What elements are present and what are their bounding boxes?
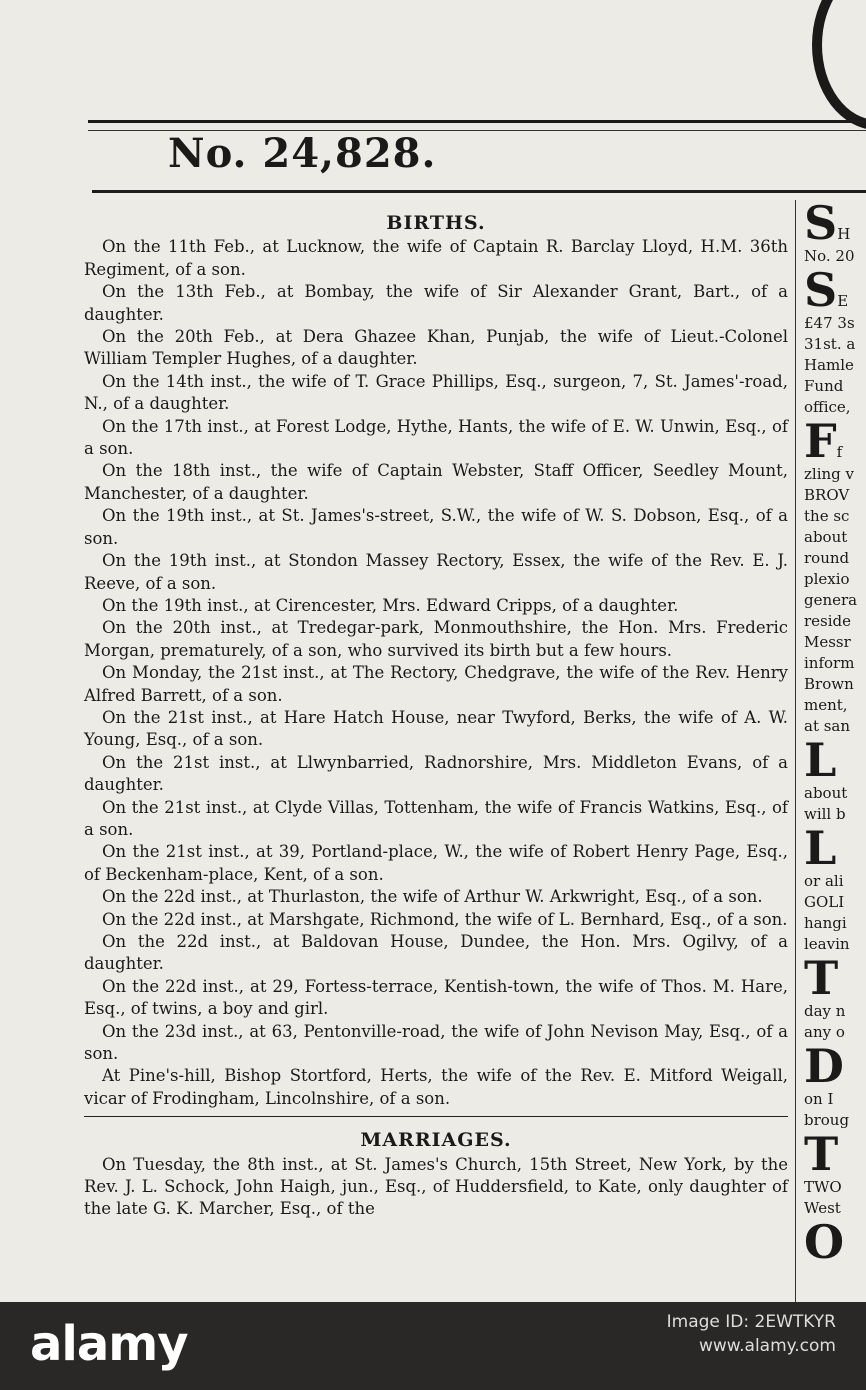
adjacent-column-text: GOLI [804,893,845,911]
drop-cap: T [804,1127,839,1181]
adjacent-column-line [804,783,866,804]
adjacent-column-line [804,548,866,569]
adjacent-column-line [804,653,866,674]
adjacent-column-text: £47 3s [804,314,855,332]
adjacent-column-text: f [836,443,843,461]
marriage-notice: On Tuesday, the 8th inst., at St. James's Church, 15th Street, New York, by the Rev. J. L. Schock, John Haigh, jun., Esq., of Huddersfield, to Kate, only daughter of the late G. K. Marcher, Esq., of the [84,1154,788,1219]
adjacent-column-text: plexio [804,570,850,588]
adjacent-column-text: will b [804,805,846,823]
adjacent-column-line [804,334,866,355]
adjacent-column-text: any o [804,1023,845,1041]
birth-notice: On the 22d inst., at Marshgate, Richmond, the wife of L. Bernhard, Esq., of a son. [102,909,788,929]
adjacent-column-line [804,527,866,548]
adjacent-column-text: E [837,292,849,310]
adjacent-column-text: BROV [804,486,850,504]
birth-notice: On the 19th inst., at Cirencester, Mrs. Edward Cripps, of a daughter. [102,595,679,615]
adjacent-column-text: Fund [804,377,844,395]
adjacent-column-line [804,200,866,250]
adjacent-column-line [804,695,866,716]
birth-notice: On the 22d inst., at 29, Fortess-terrace, Kentish-town, the wife of Thos. M. Hare, Esq., of twins, a boy and girl. [84,976,788,1019]
marriages-heading: MARRIAGES. [360,1129,512,1152]
adjacent-column-text: leavin [804,935,850,953]
masthead-ornament [812,0,866,130]
birth-notice: On the 17th inst., at Forest Lodge, Hythe, Hants, the wife of E. W. Unwin, Esq., of a son. [84,416,788,459]
adjacent-column-line [804,1215,866,1265]
birth-notice: On the 21st inst., at Llwynbarried, Radnorshire, Mrs. Middleton Evans, of a daughter. [84,752,788,795]
adjacent-column-text: zling v [804,465,855,483]
birth-notice: On the 13th Feb., at Bombay, the wife of Sir Alexander Grant, Bart., of a daughter. [84,282,788,324]
masthead-rule [88,120,866,123]
adjacent-column-text: ment, [804,696,848,714]
birth-notice: On Monday, the 21st inst., at The Rectory, Chedgrave, the wife of the Rev. Henry Alfred Barrett, of a son. [84,663,788,705]
adjacent-column-line [804,871,866,892]
adjacent-column-line [804,376,866,397]
adjacent-column-text: West [804,1199,841,1217]
adjacent-column-line [804,1039,866,1093]
adjacent-column-text: day n [804,1002,846,1020]
adjacent-column-text: genera [804,591,858,609]
birth-notice: On the 14th inst., the wife of T. Grace Phillips, Esq., surgeon, 7, St. James'-road, N., of a daughter. [84,371,788,414]
drop-cap: L [804,821,837,875]
image-id-block [667,1310,836,1358]
adjacent-column-line [804,485,866,506]
adjacent-column-text: about [804,784,848,802]
section-divider [84,1116,788,1117]
adjacent-column-line [804,590,866,611]
adjacent-column-text: the sc [804,507,850,525]
adjacent-column-text: hangi [804,914,847,932]
birth-notice: On the 20th inst., at Tredegar-park, Monmouthshire, the Hon. Mrs. Frederic Morgan, prematurely, of a son, who survived its birth but a few hours. [84,618,788,660]
birth-notice: On the 21st inst., at Hare Hatch House, near Twyford, Berks, the wife of A. W. Young, Esq., of a son. [84,707,788,750]
adjacent-column-text: round [804,549,850,567]
column-divider [795,200,796,1302]
adjacent-column-text: H [837,225,851,243]
adjacent-column-text: reside [804,612,852,630]
adjacent-column-line [804,569,866,590]
birth-notice: On the 21st inst., at Clyde Villas, Tottenham, the wife of Francis Watkins, Esq., of a son. [84,797,788,839]
alamy-logo: alamy [30,1316,188,1372]
adjacent-column-line [804,913,866,934]
marriages-list [84,1154,788,1221]
announcements-column [84,200,788,1221]
birth-notice: On the 23d inst., at 63, Pentonville-road, the wife of John Nevison May, Esq., of a son. [84,1021,788,1064]
adjacent-column-line [804,674,866,695]
drop-cap: D [804,1039,844,1093]
adjacent-column-line [804,464,866,485]
birth-notice: On the 20th Feb., at Dera Ghazee Khan, Punjab, the wife of Lieut.-Colonel William Templer Hughes, of a daughter. [84,327,788,369]
adjacent-column-line [804,611,866,632]
adjacent-column-text: Brown [804,675,854,693]
adjacent-column-line [804,632,866,653]
adjacent-column-line [804,263,866,317]
adjacent-column-text: Messr [804,633,851,651]
birth-notice: At Pine's-hill, Bishop Stortford, Herts, the wife of the Rev. E. Mitford Weigall, vicar of Frodingham, Lincolnshire, of a son. [84,1066,788,1108]
births-heading: BIRTHS. [386,212,486,234]
adjacent-column-text: on I [804,1090,834,1108]
adjacent-column-text: or ali [804,872,844,890]
drop-cap: O [804,1215,845,1265]
birth-notice: On the 22d inst., at Baldovan House, Dundee, the Hon. Mrs. Ogilvy, of a daughter. [84,932,788,974]
birth-notice: On the 18th inst., the wife of Captain Webster, Staff Officer, Seedley Mount, Manchester, of a daughter. [84,461,788,503]
births-list [84,236,788,1110]
adjacent-column-text: Hamle [804,356,854,374]
adjacent-column-text: TWO [804,1178,842,1196]
adjacent-column-line [804,313,866,334]
issue-number: No. 24,828. [168,130,437,177]
adjacent-column-line [804,1177,866,1198]
site-url: www.alamy.com [698,1336,836,1356]
birth-notice: On the 19th inst., at Stondon Massey Rectory, Essex, the wife of the Rev. E. J. Reeve, of a son. [84,551,788,593]
adjacent-column-text: inform [804,654,855,672]
adjacent-column-text: at san [804,717,851,735]
adjacent-column-text: No. 20 [804,247,855,265]
adjacent-column-line [804,951,866,1005]
adjacent-column-text: 31st. a [804,335,856,353]
birth-notice: On the 11th Feb., at Lucknow, the wife of Captain R. Barclay Lloyd, H.M. 36th Regiment, of a son. [84,237,788,279]
issue-rule [92,190,866,193]
adjacent-column-text: about [804,528,848,546]
adjacent-column-text: office, [804,398,851,416]
adjacent-column-line [804,1127,866,1181]
adjacent-column-line [804,1001,866,1022]
adjacent-column-line [804,414,866,468]
adjacent-column-line [804,733,866,787]
adjacent-column-line [804,506,866,527]
drop-cap: T [804,951,839,1005]
drop-cap: S [804,263,838,317]
birth-notice: On the 21st inst., at 39, Portland-place, W., the wife of Robert Henry Page, Esq., of Beckenham-place, Kent, of a son. [84,842,788,884]
adjacent-column-line [804,892,866,913]
stock-footer [0,1302,866,1390]
adjacent-column [804,200,866,1265]
birth-notice: On the 22d inst., at Thurlaston, the wife of Arthur W. Arkwright, Esq., of a son. [102,887,763,907]
drop-cap: L [804,733,837,787]
drop-cap: S [804,200,838,250]
image-id-label: Image ID: 2EWTKYR [666,1312,836,1332]
drop-cap: F [804,414,837,468]
adjacent-column-line [804,355,866,376]
adjacent-column-line [804,821,866,875]
birth-notice: On the 19th inst., at St. James's-street, S.W., the wife of W. S. Dobson, Esq., of a son. [84,506,788,548]
adjacent-column-text: broug [804,1111,850,1129]
